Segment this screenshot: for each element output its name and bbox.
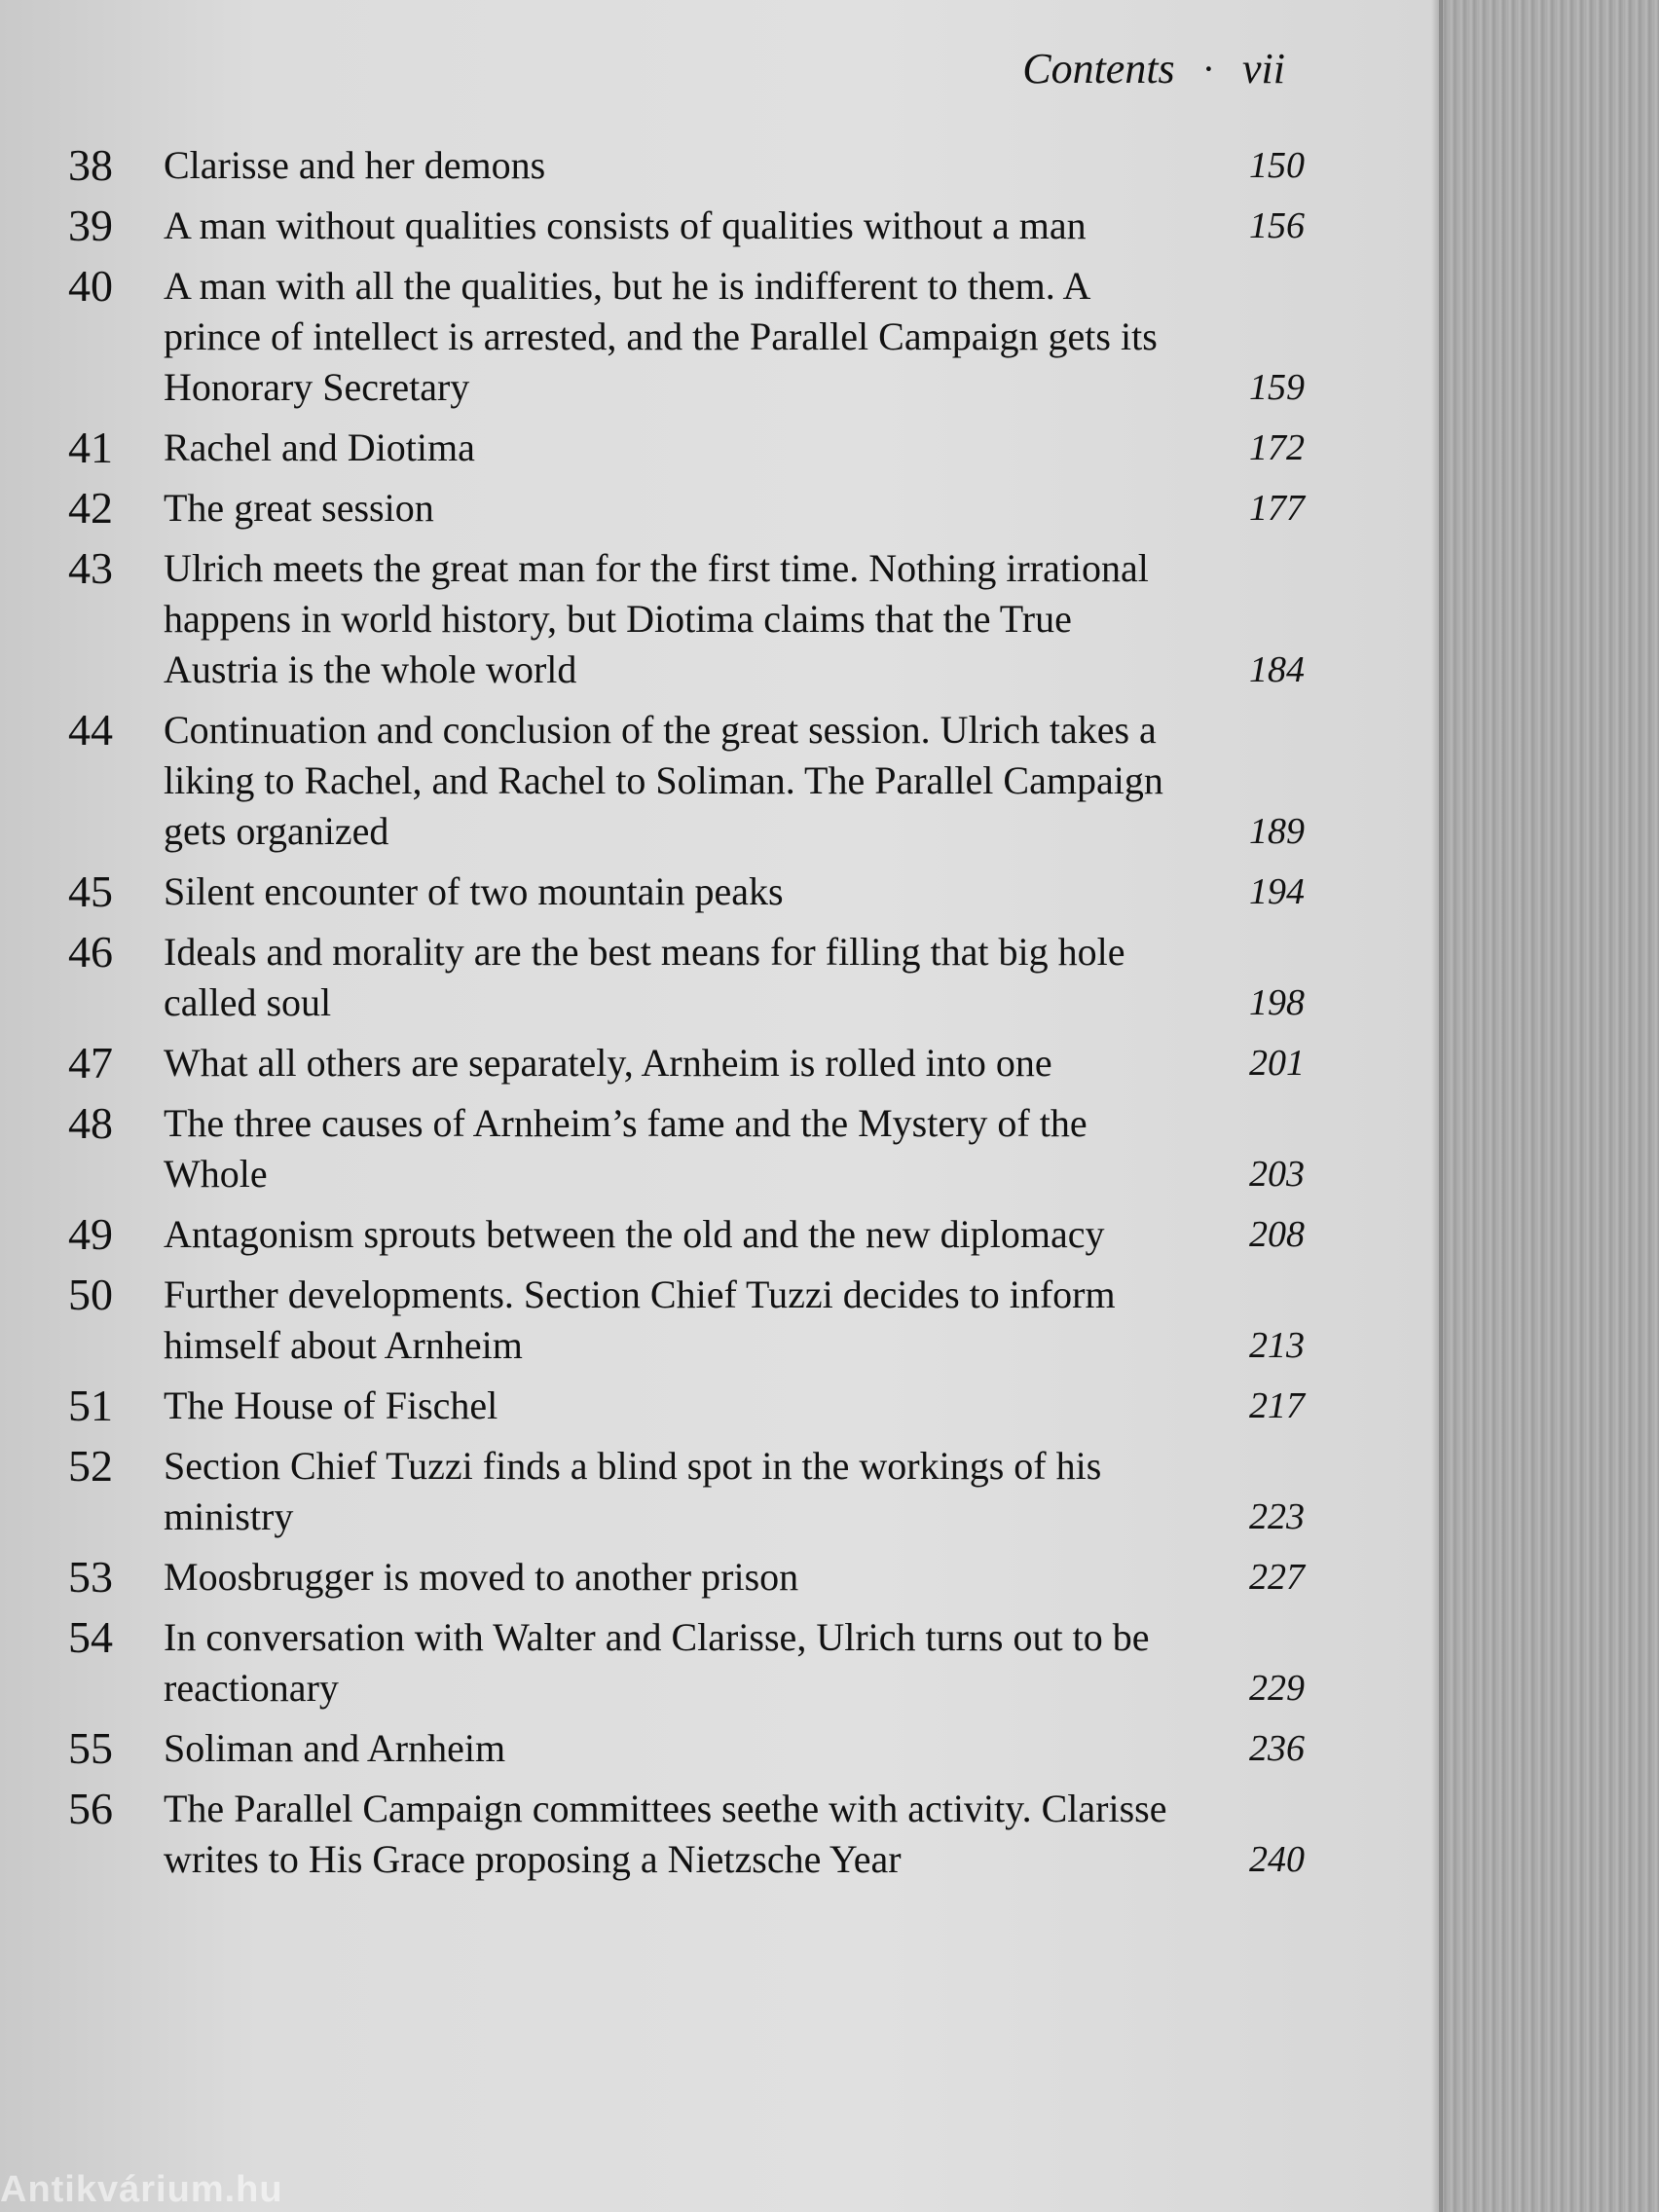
toc-entry	[68, 1381, 1305, 1431]
toc-entry	[68, 1270, 1305, 1371]
chapter-title: Further developments. Section Chief Tuzzi decides to inform himself about Arnheim	[164, 1272, 1116, 1367]
chapter-title: Continuation and conclusion of the great session. Ulrich takes a liking to Rachel, and Rachel to Soliman. The Parallel Campaign gets organized	[164, 708, 1163, 853]
chapter-number: 54	[68, 1612, 113, 1662]
toc-entry	[68, 927, 1305, 1028]
chapter-page: 156	[1249, 205, 1305, 246]
chapter-title: A man with all the qualities, but he is indifferent to them. A prince of intellect is arrested, and the Parallel Campaign gets its Honorary Secretary	[164, 264, 1158, 409]
chapter-number: 44	[68, 705, 113, 755]
chapter-number: 51	[68, 1381, 113, 1430]
chapter-number: 53	[68, 1552, 113, 1602]
chapter-number: 56	[68, 1784, 113, 1833]
chapter-page: 236	[1249, 1728, 1305, 1769]
chapter-title: Ideals and morality are the best means for filling that big hole called soul	[164, 930, 1125, 1024]
toc-entry	[68, 705, 1305, 857]
toc-entry	[68, 423, 1305, 473]
running-head-title: Contents	[1022, 44, 1175, 92]
chapter-number: 39	[68, 201, 113, 250]
toc-entry	[68, 140, 1305, 191]
chapter-number: 43	[68, 543, 113, 593]
toc-entry	[68, 866, 1305, 917]
running-head-separator: ·	[1201, 46, 1216, 91]
chapter-page: 201	[1249, 1043, 1305, 1084]
toc-entry	[68, 1784, 1305, 1885]
chapter-number: 49	[68, 1209, 113, 1259]
chapter-title: Clarisse and her demons	[164, 143, 546, 187]
toc-entry	[68, 1098, 1305, 1199]
chapter-number: 55	[68, 1723, 113, 1773]
chapter-title: Rachel and Diotima	[164, 425, 475, 469]
chapter-title: Silent encounter of two mountain peaks	[164, 869, 784, 913]
toc-entry	[68, 543, 1305, 695]
chapter-title: Section Chief Tuzzi finds a blind spot in the workings of his ministry	[164, 1444, 1102, 1538]
toc-entry	[68, 1038, 1305, 1088]
toc-entry	[68, 1441, 1305, 1542]
chapter-number: 52	[68, 1441, 113, 1491]
toc-entry	[68, 1723, 1305, 1774]
chapter-title: The House of Fischel	[164, 1383, 498, 1427]
chapter-number: 47	[68, 1038, 113, 1088]
watermark: Antikvárium.hu	[0, 2169, 283, 2210]
table-of-contents	[68, 140, 1305, 1895]
chapter-page: 198	[1249, 982, 1305, 1023]
toc-entry	[68, 201, 1305, 251]
toc-entry	[68, 483, 1305, 534]
chapter-title: The three causes of Arnheim’s fame and the Mystery of the Whole	[164, 1101, 1088, 1196]
chapter-number: 41	[68, 423, 113, 472]
chapter-title: Soliman and Arnheim	[164, 1726, 506, 1770]
chapter-number: 46	[68, 927, 113, 977]
chapter-title: The Parallel Campaign committees seethe with activity. Clarisse writes to His Grace proposing a Nietzsche Year	[164, 1787, 1167, 1881]
chapter-number: 48	[68, 1098, 113, 1148]
chapter-page: 208	[1249, 1214, 1305, 1255]
chapter-page: 189	[1249, 811, 1305, 852]
chapter-page: 159	[1249, 367, 1305, 408]
chapter-page: 223	[1249, 1496, 1305, 1537]
chapter-number: 38	[68, 140, 113, 190]
toc-entry	[68, 1209, 1305, 1260]
chapter-title: What all others are separately, Arnheim is rolled into one	[164, 1041, 1052, 1085]
chapter-page: 213	[1249, 1325, 1305, 1366]
chapter-page: 177	[1249, 488, 1305, 529]
page-gutter-shadow	[1431, 0, 1443, 2212]
toc-entry	[68, 1552, 1305, 1603]
chapter-page: 172	[1249, 427, 1305, 468]
chapter-page: 203	[1249, 1154, 1305, 1195]
chapter-title: In conversation with Walter and Clarisse, Ulrich turns out to be reactionary	[164, 1615, 1150, 1710]
chapter-page: 184	[1249, 649, 1305, 690]
chapter-number: 40	[68, 261, 113, 311]
chapter-number: 50	[68, 1270, 113, 1319]
chapter-page: 240	[1249, 1839, 1305, 1880]
chapter-title: A man without qualities consists of qualities without a man	[164, 203, 1087, 247]
chapter-title: Antagonism sprouts between the old and the new diplomacy	[164, 1212, 1105, 1256]
chapter-page: 229	[1249, 1668, 1305, 1709]
chapter-page: 150	[1249, 145, 1305, 186]
chapter-title: Ulrich meets the great man for the first time. Nothing irrational happens in world history, but Diotima claims that the True Austria is the whole world	[164, 546, 1149, 691]
page-edge	[1439, 0, 1659, 2212]
chapter-page: 217	[1249, 1385, 1305, 1426]
chapter-title: Moosbrugger is moved to another prison	[164, 1555, 799, 1599]
chapter-number: 45	[68, 866, 113, 916]
chapter-number: 42	[68, 483, 113, 533]
toc-entry	[68, 1612, 1305, 1714]
chapter-page: 227	[1249, 1557, 1305, 1598]
running-head-page: vii	[1242, 44, 1285, 92]
chapter-page: 194	[1249, 871, 1305, 912]
running-head	[954, 39, 1285, 97]
chapter-title: The great session	[164, 486, 434, 530]
toc-entry	[68, 261, 1305, 413]
